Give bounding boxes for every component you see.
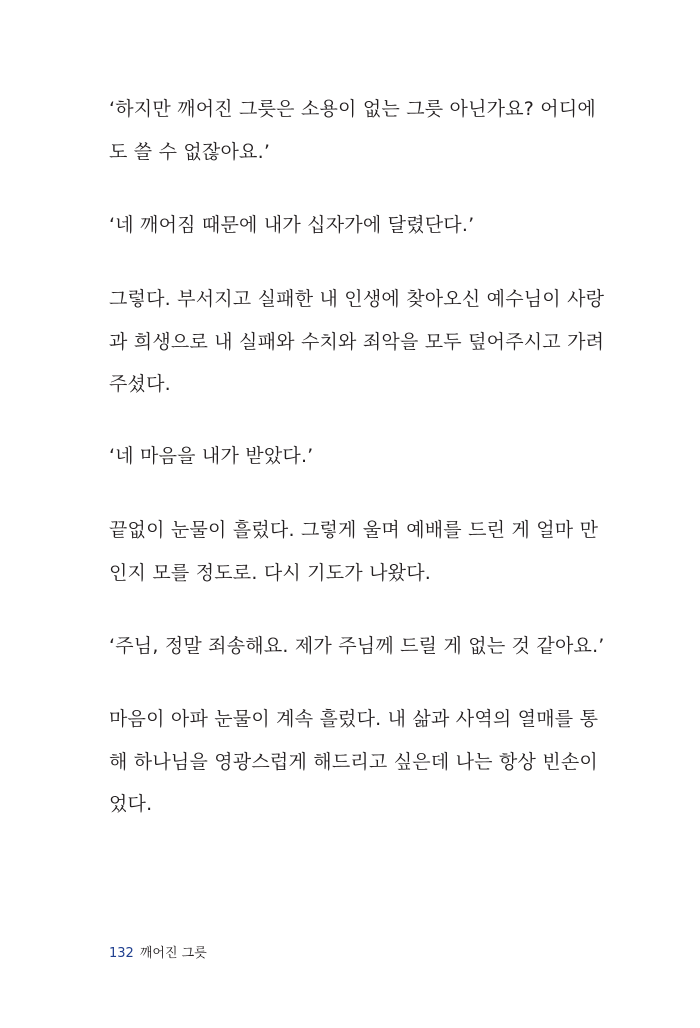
text-line: 과 희생으로 내 실패와 수치와 죄악을 모두 덮어주시고 가려 — [109, 331, 605, 353]
text-line: 었다. — [109, 793, 153, 815]
page-footer — [109, 945, 207, 963]
text-line: ‘하지만 깨어진 그릇은 소용이 없는 그릇 아닌가요? 어디에 — [109, 98, 596, 120]
running-title: 깨어진 그릇 — [139, 946, 207, 961]
text-line: 인지 모를 정도로. 다시 기도가 나왔다. — [109, 562, 431, 584]
text-line: 해 하나님을 영광스럽게 해드리고 싶은데 나는 항상 빈손이 — [109, 751, 598, 773]
text-line: 끝없이 눈물이 흘렀다. 그렇게 울며 예배를 드린 게 얼마 만 — [109, 519, 599, 541]
page-number: 132 — [109, 946, 134, 961]
text-line: ‘주님, 정말 죄송해요. 제가 주님께 드릴 게 없는 것 같아요.’ — [109, 635, 605, 657]
text-line: 마음이 아파 눈물이 계속 흘렀다. 내 삶과 사역의 열매를 통 — [109, 708, 599, 730]
text-line: ‘네 마음을 내가 받았다.’ — [109, 445, 314, 467]
text-line: 주셨다. — [109, 373, 171, 395]
text-line: 도 쓸 수 없잖아요.’ — [109, 141, 271, 163]
text-line: ‘네 깨어짐 때문에 내가 십자가에 달렸단다.’ — [109, 214, 475, 236]
text-line: 그렇다. 부서지고 실패한 내 인생에 찾아오신 예수님이 사랑 — [109, 288, 605, 310]
